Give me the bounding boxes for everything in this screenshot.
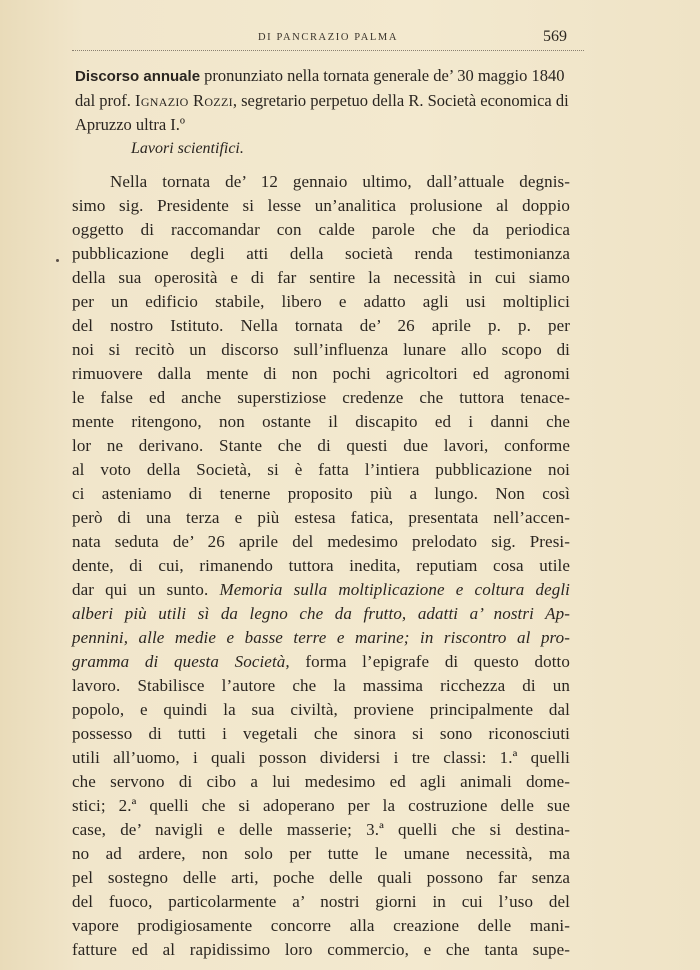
body-line: simo sig. Presidente si lesse un’analitica prolusione al doppio [72,196,570,215]
body-line: lor ne derivano. Stante che di questi due lavori, conforme [72,436,570,455]
heading-lead: Discorso annuale [75,68,201,85]
body-line: stici; 2.ª quelli che si adoperano per la costruzione delle sue [72,796,570,815]
body-line: rimuovere dalla mente di non pochi agricoltori ed agronomi [72,364,570,383]
paper-speck [56,259,59,262]
body-line: noi si recitò un discorso sull’influenza lunare allo scopo di [72,340,570,359]
heading-author: Ignazio Rozzi [135,91,233,110]
body-line: pel sostegno delle arti, poche delle quali possono far senza [72,868,570,887]
body-line: della sua operosità e di far sentire la necessità in cui siamo [72,268,570,287]
running-head [0,28,700,50]
body-line: Nella tornata de’ 12 gennaio ultimo, dall’attuale degnis- [110,172,570,191]
body-line: dente, di cui, rimanendo tuttora inedita, reputiam cosa utile [72,556,570,575]
body-line-mixed [72,578,570,602]
section-title: Lavori scientifici. [131,140,244,157]
body-line: case, de’ navigli e delle masserie; 3.ª quelli che si destina- [72,820,570,839]
body-line: mente ritengono, non ostante il discapito ed i danni che [72,412,570,431]
running-title: DI PANCRAZIO PALMA [258,32,399,43]
body-line: utili all’uomo, i quali posson dividersi i tre classi: 1.ª quelli [72,748,570,767]
header-rule [72,50,584,51]
memoir-title-line: pennini, alle medie e basse terre e marine; in riscontro al pro- [72,628,570,647]
body-line-roman: dar qui un sunto. [72,580,220,599]
page-number: 569 [543,28,567,45]
heading-part1: pronunziato nella tornata generale de’ 30 maggio 1840 dal prof. [75,66,565,110]
body-line: per un edificio stabile, libero e adatto agli usi moltiplici [72,292,570,311]
body-line: le false ed anche superstiziose credenze che tuttora tenace- [72,388,570,407]
body-line: al voto della Società, si è fatta l’intiera pubblicazione noi [72,460,570,479]
body-line-mixed [72,650,570,674]
body-line: del nostro Istituto. Nella tornata de’ 26 aprile p. p. per [72,316,570,335]
body-line: che servono di cibo a lui medesimo ed agli animali dome- [72,772,570,791]
body-line: vapore prodigiosamente concorre alla creazione delle mani- [72,916,570,935]
body-line: no ad ardere, non solo per tutte le umane necessità, ma [72,844,570,863]
article-heading [75,64,575,137]
body-line: popolo, e quindi la sua civiltà, proviene principalmente dal [72,700,570,719]
body-line: possesso di tutti i vegetali che sinora si sono riconosciuti [72,724,570,743]
body-line: pubblicazione degli atti della società renda testimonianza [72,244,570,263]
body-line: del fuoco, particolarmente a’ nostri giorni in cui l’uso del [72,892,570,911]
body-line-roman: forma l’epigrafe di questo dotto [289,652,570,671]
heading-part2: , segretario perpetuo della R. Società economica di Apruzzo ultra I.º [75,91,569,134]
body-line: fatture ed al rapidissimo loro commercio, e che tanta supe- [72,940,570,959]
body-line: però di una terza e più estesa fatica, presentata nell’accen- [72,508,570,527]
body-line: oggetto di raccomandar con calde parole che da periodica [72,220,570,239]
memoir-title-italic: Memoria sulla moltiplicazione e coltura degli [219,580,570,599]
memoir-title-line: alberi più utili sì da legno che da frutto, adatti a’ nostri Ap- [72,604,570,623]
body-text [72,170,570,962]
memoir-title-italic: gramma di questa Società, [72,652,290,671]
body-line: lavoro. Stabilisce l’autore che la massima ricchezza di un [72,676,570,695]
body-line: nata seduta de’ 26 aprile del medesimo prelodato sig. Presi- [72,532,570,551]
body-line: ci asteniamo di tenerne proposito più a lungo. Non così [72,484,570,503]
